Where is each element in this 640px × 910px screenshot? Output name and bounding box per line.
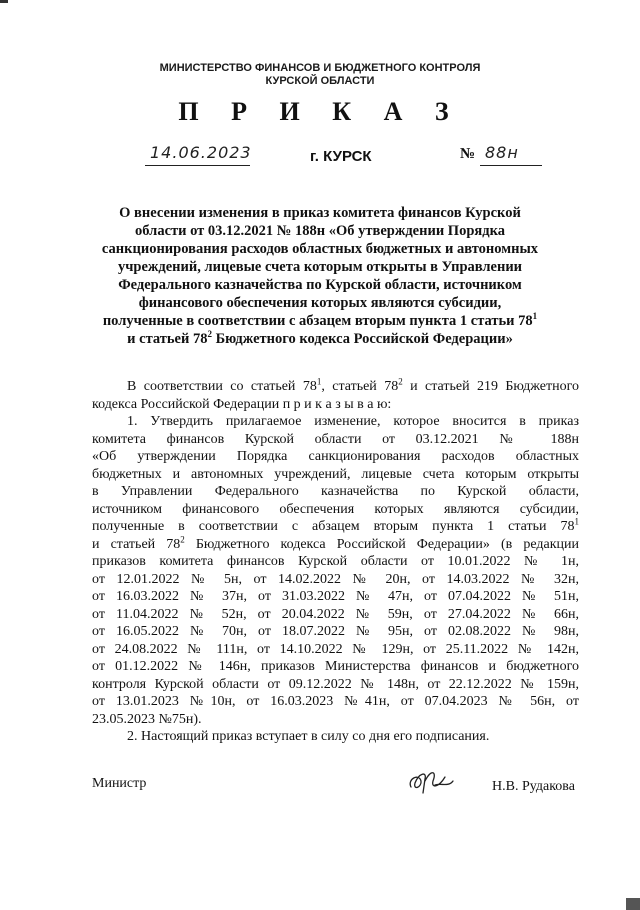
handwritten-signature [405, 767, 455, 797]
item1-line: 23.05.2023 №75н). [92, 711, 202, 727]
item1-line: приказов комитета финансов Курской области от 10.01.2022 № 1н, [92, 554, 579, 569]
item1-line: от 11.04.2022 № 52н, от 20.04.2022 № 59н, от 27.04.2022 № 66н, [92, 606, 579, 622]
order-date: 14.06.2023 [150, 143, 252, 162]
order-body [92, 378, 579, 746]
item1-line: от 16.03.2022 № 37н, от 31.03.2022 № 47н, от 07.04.2022 № 51н, [92, 589, 579, 604]
order-number: 88н [485, 143, 519, 162]
item2-line: 2. Настоящий приказ вступает в силу со дня его подписания. [127, 729, 490, 744]
document-type: П Р И К А З [178, 97, 462, 126]
ministry-name-line1: МИНИСТЕРСТВО ФИНАНСОВ И БЮДЖЕТНОГО КОНТРОЛЯ [159, 62, 481, 74]
scan-mark [626, 898, 640, 910]
title-line: учреждений, лицевые счета которым открыты в Управлении [117, 259, 523, 275]
title-line: О внесении изменения в приказ комитета финансов Курской [119, 205, 521, 221]
title-line: санкционирования расходов областных бюджетных и автономных [101, 241, 539, 257]
title-line: Федерального казначейства по Курской области, источником [118, 277, 522, 293]
item1-line: от 12.01.2022 № 5н, от 14.02.2022 № 20н, от 14.03.2022 № 32н, [92, 571, 579, 587]
city: г. КУРСК [310, 148, 372, 165]
ministry-name-line2: КУРСКОЙ ОБЛАСТИ [265, 75, 375, 87]
item1-line: в Управлении Федерального казначейства по Курской области, [92, 484, 579, 499]
preamble-line: В соответствии со статьей $78^1$, статьей $78^2$ и статьей 219 Бюджетного [127, 376, 579, 394]
title-line: полученные в соответствии с абзацем вторым пункта 1 статьи $78^1$ [102, 311, 538, 329]
signer-name: Н.В. Рудакова [492, 779, 575, 794]
title-line: области от 03.12.2021 № 188н «Об утверждении Порядка [135, 223, 505, 239]
item1-line: 1. Утвердить прилагаемое изменение, которое вносится в приказ [127, 414, 579, 429]
preamble-line: кодекса Российской Федерации п р и к а з ы в а ю: [92, 396, 392, 412]
item1-line: и статьей $78^2$ Бюджетного кодекса Российской Федерации» (в редакции [92, 533, 579, 552]
item1-line: источником финансового обеспечения которых являются субсидии, [92, 501, 579, 517]
item1-line: бюджетных и автономных учреждений, лицевые счета которым открыты [92, 466, 579, 482]
item1-line: от 16.05.2022 № 70н, от 18.07.2022 № 95н, от 02.08.2022 № 98н, [92, 624, 579, 639]
signer-position: Министр [92, 776, 147, 791]
order-title [0, 204, 640, 348]
date-underline [145, 165, 250, 166]
title-line: финансового обеспечения которых являются субсидии, [138, 295, 502, 311]
item1-line: контроля Курской области от 09.12.2022 № 148н, от 22.12.2022 № 159н, [92, 676, 579, 692]
item1-line: полученные в соответствии с абзацем вторым пункта 1 статьи $78^1$ [92, 516, 579, 534]
scan-mark [0, 0, 8, 3]
item1-line: от 13.01.2023 №10н, от 16.03.2023 №41н, от 07.04.2023 № 56н, от [92, 694, 579, 709]
item1-line: комитета финансов Курской области от 03.12.2021 № 188н [92, 431, 579, 447]
title-line: и статьей $78^2$ Бюджетного кодекса Российской Федерации» [127, 329, 513, 347]
item1-line: «Об утверждении Порядка санкционирования расходов областных [92, 449, 579, 464]
item1-line: от 24.08.2022 № 111н, от 14.10.2022 № 129н, от 25.11.2022 № 142н, [92, 641, 579, 657]
number-label: № [460, 146, 476, 162]
item1-line: от 01.12.2022 № 146н, приказов Министерства финансов и бюджетного [92, 659, 579, 674]
number-underline [480, 165, 542, 166]
